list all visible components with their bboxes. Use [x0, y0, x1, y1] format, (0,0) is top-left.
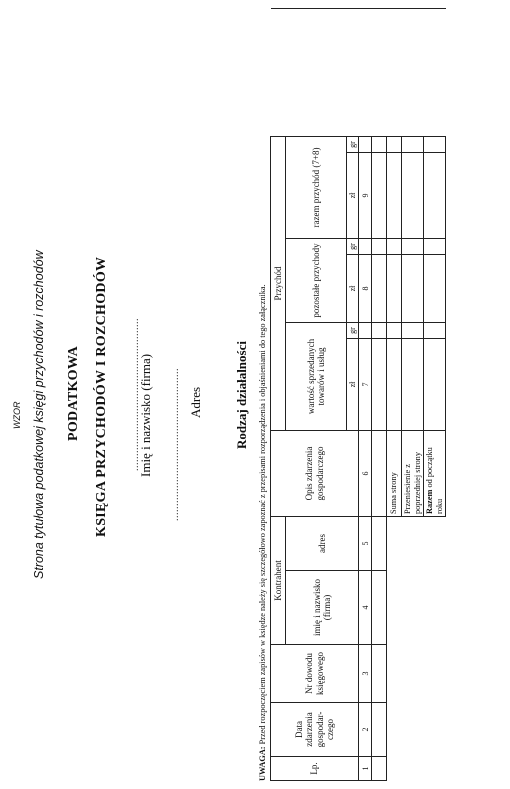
- col-number: 2: [359, 703, 372, 757]
- header-date: Data zdarzenia gospodar-czego: [271, 703, 359, 757]
- name-label: Imię i nazwisko (firma): [138, 353, 153, 477]
- name-dotted-line: ...................................................: [130, 318, 141, 471]
- footer-spacer: [387, 517, 402, 781]
- table-cell[interactable]: [387, 153, 402, 239]
- header-spacer: [271, 9, 359, 137]
- footer-page-sum: Suma strony: [387, 431, 402, 517]
- col-number: 7: [359, 339, 372, 431]
- table-cell[interactable]: [424, 239, 446, 255]
- unit-zl-9: zł: [347, 153, 359, 239]
- header-other-revenue: pozostałe przychody: [286, 239, 347, 323]
- table-cell[interactable]: [424, 339, 446, 431]
- table-spacer: [402, 9, 424, 137]
- unit-zl-7: zł: [347, 339, 359, 431]
- table-cell[interactable]: [372, 153, 387, 239]
- table-cell[interactable]: [372, 339, 387, 431]
- table-cell[interactable]: [372, 239, 387, 255]
- header-sales-value: wartość sprzedanych towarów i usług: [286, 323, 347, 431]
- title-line-1: PODATKOWA: [66, 346, 81, 441]
- warning-note: [258, 284, 267, 781]
- footer-total-prefix: Razem: [425, 489, 435, 514]
- header-revenue: Przychód: [271, 137, 286, 431]
- page-subtitle: Strona tytułowa podatkowej księgi przychodów i rozchodów: [32, 250, 46, 579]
- col-number: 3: [359, 645, 372, 703]
- header-doc-number: Nr dowodu księgowego: [271, 645, 359, 703]
- col-number-gr: [359, 239, 372, 255]
- col-number: 8: [359, 255, 372, 323]
- table-cell[interactable]: [402, 153, 424, 239]
- header-contractor-name: imię i nazwisko (firma): [286, 571, 359, 645]
- col-number: 6: [359, 431, 372, 517]
- col-number-gr: [359, 323, 372, 339]
- col-number: 4: [359, 571, 372, 645]
- table-cell[interactable]: [387, 239, 402, 255]
- warning-prefix: UWAGA:: [258, 746, 267, 781]
- table-cell[interactable]: [402, 323, 424, 339]
- warning-text: Przed rozpoczęciem zapisów w księdze należy się szczegółowo zapoznać z przepisami rozporządzenia i objaśnieniami do tego załącznika.: [258, 284, 267, 747]
- table-cell[interactable]: [372, 571, 387, 645]
- col-number: 1: [359, 757, 372, 781]
- header-contractor: Kontrahent: [271, 517, 286, 645]
- footer-spacer: [402, 517, 424, 781]
- table-spacer: [424, 9, 446, 137]
- table-cell[interactable]: [402, 137, 424, 153]
- table-cell[interactable]: [424, 323, 446, 339]
- footer-spacer: [424, 517, 446, 781]
- table-cell[interactable]: [402, 239, 424, 255]
- activity-label: Rodzaj działalności: [234, 341, 249, 449]
- col-number: 5: [359, 517, 372, 571]
- address-dotted-line: ...................................................: [170, 368, 181, 521]
- unit-gr-9: gr: [347, 137, 359, 153]
- table-cell[interactable]: [424, 137, 446, 153]
- address-label: Adres: [188, 386, 203, 418]
- col-number-spacer: [359, 9, 372, 137]
- table-cell[interactable]: [372, 757, 387, 781]
- unit-gr-7: gr: [347, 323, 359, 339]
- col-number-gr: [359, 137, 372, 153]
- table-cell[interactable]: [387, 323, 402, 339]
- footer-year-total: [424, 431, 446, 517]
- unit-gr-8: gr: [347, 239, 359, 255]
- revenue-book-table: [270, 8, 446, 781]
- header-description: Opis zdarzenia gospodarczego: [271, 431, 359, 517]
- table-cell[interactable]: [387, 137, 402, 153]
- table-cell[interactable]: [387, 255, 402, 323]
- table-cell[interactable]: [402, 255, 424, 323]
- header-total-revenue: razem przychód (7+8): [286, 137, 347, 239]
- table-cell[interactable]: [372, 137, 387, 153]
- unit-zl-8: zł: [347, 255, 359, 323]
- table-cell[interactable]: [387, 339, 402, 431]
- table-cell[interactable]: [372, 703, 387, 757]
- title-line-2: KSIĘGA PRZYCHODÓW I ROZCHODÓW: [94, 256, 109, 537]
- table-spacer: [387, 9, 402, 137]
- table-cell[interactable]: [372, 323, 387, 339]
- table-cell[interactable]: [402, 339, 424, 431]
- table-cell[interactable]: [372, 255, 387, 323]
- footer-carried-over: Przeniesienie z poprzedniej strony: [402, 431, 424, 517]
- table-cell[interactable]: [372, 431, 387, 517]
- col-number: 9: [359, 153, 372, 239]
- table-cell[interactable]: [372, 517, 387, 571]
- footer-total-suffix: od początku roku: [425, 447, 444, 514]
- table-spacer: [372, 9, 387, 137]
- table-cell[interactable]: [424, 255, 446, 323]
- header-contractor-address: adres: [286, 517, 359, 571]
- table-cell[interactable]: [424, 153, 446, 239]
- table-cell[interactable]: [372, 645, 387, 703]
- wzor-label: WZOR: [12, 401, 22, 429]
- header-lp: Lp.: [271, 757, 359, 781]
